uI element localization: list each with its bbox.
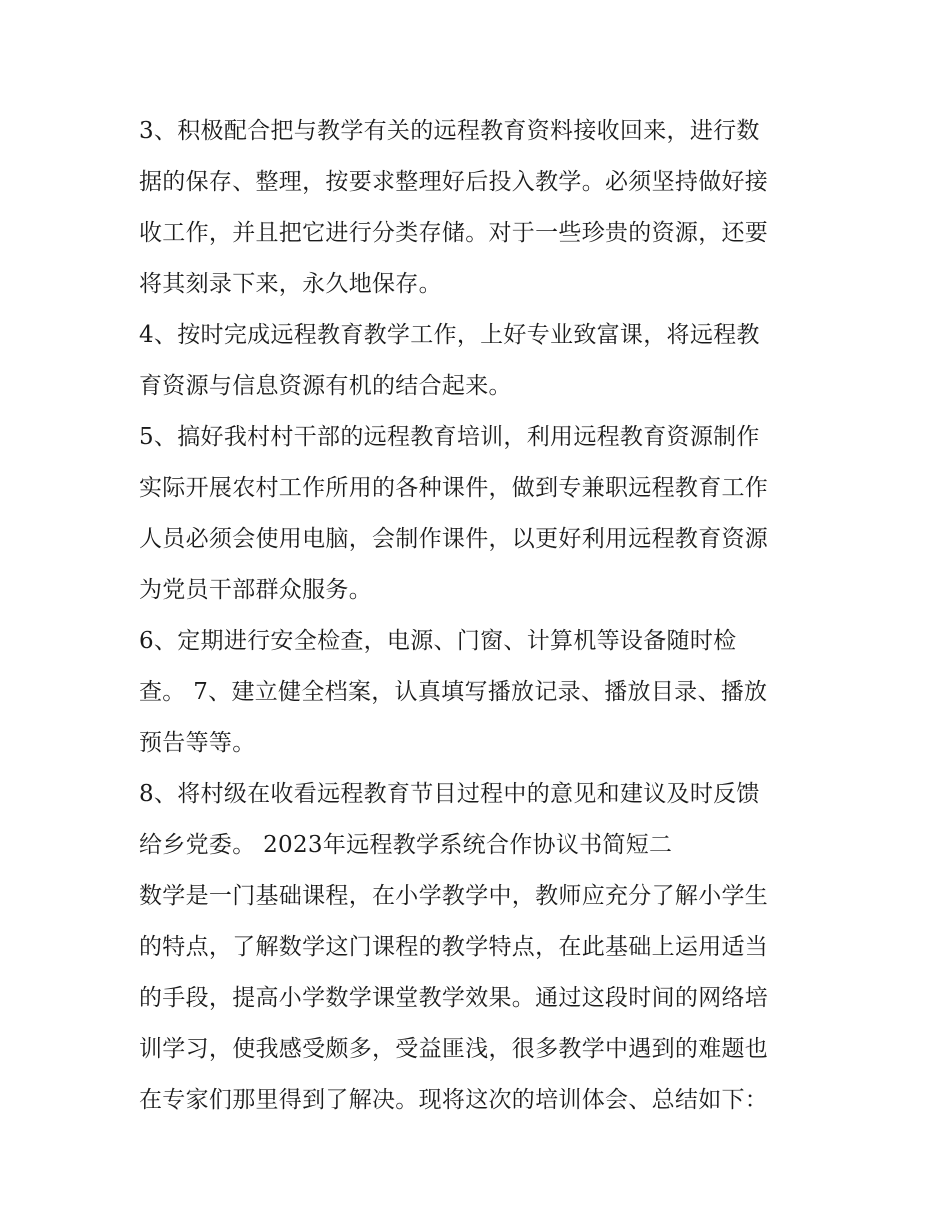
text-line-9: 人员必须会使用电脑，会制作课件，以更好利用远程教育资源	[139, 526, 769, 552]
text-line-18: 的手段，提高小学数学课堂教学效果。通过这段时间的网络培	[139, 985, 769, 1011]
text-line-4: 将其刻录下来，永久地保存。	[139, 271, 442, 297]
text-line-16: 数学是一门基础课程，在小学教学中，教师应充分了解小学生	[139, 883, 769, 909]
text-line-5: 4、按时完成远程教育教学工作，上好专业致富课，将远程教	[139, 322, 760, 348]
text-line-13: 预告等等。	[139, 730, 256, 756]
text-line-10: 为党员干部群众服务。	[139, 577, 372, 603]
text-line-17: 的特点，了解数学这门课程的教学特点，在此基础上运用适当	[139, 934, 769, 960]
text-line-1: 3、积极配合把与教学有关的远程教育资料接收回来，进行数	[139, 118, 760, 144]
text-line-6: 育资源与信息资源有机的结合起来。	[139, 373, 512, 399]
text-line-12: 查。 7、建立健全档案，认真填写播放记录、播放目录、播放	[139, 679, 768, 705]
text-line-7: 5、搞好我村村干部的远程教育培训，利用远程教育资源制作	[139, 424, 760, 450]
text-line-8: 实际开展农村工作所用的各种课件，做到专兼职远程教育工作	[139, 475, 769, 501]
text-line-19: 训学习，使我感受颇多，受益匪浅，很多教学中遇到的难题也	[139, 1036, 769, 1062]
text-line-15: 给乡党委。 2023年远程教学系统合作协议书简短二	[139, 832, 673, 858]
document-body	[139, 110, 819, 1130]
text-line-14: 8、将村级在收看远程教育节目过程中的意见和建议及时反馈	[139, 781, 760, 807]
text-line-2: 据的保存、整理，按要求整理好后投入教学。必须坚持做好接	[139, 169, 769, 195]
text-line-11: 6、定期进行安全检查，电源、门窗、计算机等设备随时检	[139, 628, 737, 654]
text-line-3: 收工作，并且把它进行分类存储。对于一些珍贵的资源，还要	[139, 220, 769, 246]
text-line-20: 在专家们那里得到了解决。现将这次的培训体会、总结如下：	[139, 1087, 769, 1113]
